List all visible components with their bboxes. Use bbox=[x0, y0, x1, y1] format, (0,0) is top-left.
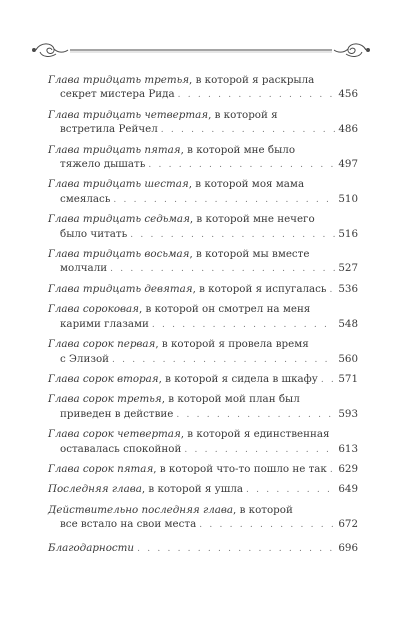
toc-entry-second-line bbox=[48, 87, 358, 102]
toc-entry bbox=[48, 392, 358, 422]
chapter-description-continued: было читать bbox=[60, 227, 128, 240]
toc-entry-first-line bbox=[48, 302, 358, 316]
chapter-description-continued: тяжело дышать bbox=[60, 158, 146, 171]
page-number: 629 bbox=[338, 462, 358, 475]
toc-entry-second-line bbox=[48, 122, 358, 137]
chapter-description: , в которой я провела время bbox=[155, 338, 309, 351]
chapter-title: Глава тридцать пятая bbox=[48, 143, 181, 156]
page-number: 497 bbox=[338, 158, 358, 171]
chapter-description: , в которой bbox=[233, 503, 293, 516]
chapter-description: , в которой мой план был bbox=[161, 393, 300, 406]
chapter-title: Глава сорок первая bbox=[48, 338, 156, 351]
toc-entry-second-line bbox=[48, 317, 358, 332]
toc-entry bbox=[48, 212, 358, 242]
chapter-description-continued: смеялась bbox=[60, 192, 111, 205]
toc-entry-first-line bbox=[48, 212, 358, 226]
chapter-description: , в которой что-то пошло не так bbox=[153, 462, 327, 475]
leader-dots bbox=[137, 542, 335, 556]
chapter-title: Глава тридцать четвертая bbox=[48, 108, 209, 121]
chapter-description: , в которой я раскрыла bbox=[189, 74, 315, 86]
table-of-contents bbox=[48, 73, 358, 561]
toc-entry bbox=[48, 73, 358, 103]
toc-entry-second-line bbox=[48, 407, 358, 422]
toc-entry bbox=[48, 372, 358, 387]
leader-dots bbox=[184, 443, 335, 457]
page-number: 560 bbox=[338, 352, 358, 365]
page-number: 486 bbox=[338, 123, 358, 136]
header-ornament bbox=[30, 40, 372, 60]
toc-entry bbox=[48, 337, 358, 367]
chapter-title: Глава сороковая bbox=[48, 303, 139, 316]
toc-entry-line bbox=[48, 372, 358, 387]
chapter-description-continued: встретила Рейчел bbox=[60, 123, 158, 136]
toc-entry-line bbox=[48, 482, 358, 497]
chapter-description: , в которой я сидела в шкафу bbox=[158, 372, 318, 385]
leader-dots bbox=[330, 463, 335, 477]
toc-entry bbox=[48, 482, 358, 497]
toc-entry-text bbox=[48, 282, 327, 296]
toc-entry bbox=[48, 503, 358, 533]
toc-entry bbox=[48, 177, 358, 207]
chapter-title: Последняя глава bbox=[48, 483, 142, 496]
toc-entry-second-line bbox=[48, 157, 358, 172]
leader-dots bbox=[110, 262, 335, 276]
chapter-title: Глава тридцать девятая bbox=[48, 282, 193, 295]
chapter-title: Глава сорок вторая bbox=[48, 372, 159, 385]
toc-entry-first-line bbox=[48, 503, 358, 517]
toc-entry-second-line bbox=[48, 227, 358, 242]
toc-entry-first-line bbox=[48, 247, 358, 261]
toc-entry-text bbox=[48, 482, 243, 496]
chapter-description-continued: все встало на свои места bbox=[60, 518, 197, 531]
chapter-title: Глава тридцать седьмая bbox=[48, 213, 190, 226]
leader-dots bbox=[152, 318, 335, 332]
toc-entry bbox=[48, 282, 358, 297]
chapter-description: , в которой мы вместе bbox=[189, 248, 310, 261]
toc-entry-second-line bbox=[48, 192, 358, 207]
leader-dots bbox=[161, 123, 336, 137]
leader-dots bbox=[199, 518, 335, 532]
leader-dots bbox=[178, 88, 336, 102]
toc-entry bbox=[48, 247, 358, 277]
toc-entry-line bbox=[48, 282, 358, 297]
toc-entry-first-line bbox=[48, 337, 358, 351]
chapter-description: , в которой мне нечего bbox=[189, 213, 315, 226]
toc-entry-first-line bbox=[48, 108, 358, 122]
chapter-description-continued: оставалась спокойной bbox=[60, 442, 182, 455]
page-number: 548 bbox=[338, 317, 358, 330]
toc-entry-second-line bbox=[48, 261, 358, 276]
toc-entry-second-line bbox=[48, 442, 358, 457]
chapter-title: Глава тридцать восьмая bbox=[48, 248, 190, 261]
chapter-title: Глава сорок третья bbox=[48, 393, 162, 406]
page-number: 593 bbox=[338, 407, 358, 420]
toc-entry-first-line bbox=[48, 392, 358, 406]
chapter-description: , в которой моя мама bbox=[188, 178, 305, 191]
chapter-title: Благодарности bbox=[48, 541, 135, 554]
page-number: 649 bbox=[338, 483, 358, 496]
chapter-description-continued: секрет мистера Рида bbox=[60, 88, 175, 101]
page-number: 536 bbox=[338, 282, 358, 295]
page-number: 672 bbox=[338, 518, 358, 531]
leader-dots bbox=[176, 408, 335, 422]
chapter-title: Глава сорок пятая bbox=[48, 462, 154, 475]
leader-dots bbox=[321, 373, 336, 387]
toc-entry bbox=[48, 108, 358, 138]
toc-entry-first-line bbox=[48, 143, 358, 157]
chapter-description: , в которой мне было bbox=[180, 143, 296, 156]
leader-dots bbox=[112, 353, 335, 367]
toc-entry bbox=[48, 302, 358, 332]
toc-entry-text bbox=[48, 462, 327, 476]
page-number: 613 bbox=[338, 442, 358, 455]
chapter-title: Глава тридцать шестая bbox=[48, 178, 189, 191]
toc-entry-first-line bbox=[48, 73, 358, 87]
chapter-description: , в которой я единственная bbox=[180, 428, 330, 441]
toc-entry-line bbox=[48, 541, 358, 556]
chapter-description-continued: молчали bbox=[60, 262, 108, 275]
chapter-title: Глава тридцать третья bbox=[48, 74, 190, 86]
toc-entry bbox=[48, 462, 358, 477]
chapter-description-continued: карими глазами bbox=[60, 317, 149, 330]
leader-dots bbox=[113, 193, 335, 207]
chapter-description: , в которой он смотрел на меня bbox=[138, 303, 311, 316]
leader-dots bbox=[246, 483, 335, 497]
toc-entry-line bbox=[48, 462, 358, 477]
toc-entry-second-line bbox=[48, 517, 358, 532]
page-number: 696 bbox=[338, 541, 358, 554]
toc-entry-second-line bbox=[48, 352, 358, 367]
chapter-title: Действительно последняя глава bbox=[48, 503, 234, 516]
chapter-description: , в которой я испугалась bbox=[192, 282, 327, 295]
chapter-title: Глава сорок четвертая bbox=[48, 428, 181, 441]
page-number: 516 bbox=[338, 227, 358, 240]
leader-dots bbox=[330, 283, 336, 297]
leader-dots bbox=[130, 228, 335, 242]
toc-entry bbox=[48, 143, 358, 173]
chapter-description: , в которой я bbox=[208, 108, 278, 121]
page-number: 571 bbox=[338, 372, 358, 385]
toc-entry-first-line bbox=[48, 177, 358, 191]
leader-dots bbox=[148, 158, 335, 172]
chapter-description-continued: приведен в действие bbox=[60, 407, 174, 420]
toc-entry-first-line bbox=[48, 427, 358, 441]
toc-entry-text bbox=[48, 541, 134, 555]
chapter-description-continued: с Элизой bbox=[60, 352, 110, 365]
page-number: 456 bbox=[338, 88, 358, 101]
toc-entry bbox=[48, 427, 358, 457]
chapter-description: , в которой я ушла bbox=[141, 483, 243, 496]
toc-entry bbox=[48, 541, 358, 556]
toc-entry-text bbox=[48, 372, 318, 386]
page-number: 527 bbox=[338, 262, 358, 275]
page-number: 510 bbox=[338, 192, 358, 205]
